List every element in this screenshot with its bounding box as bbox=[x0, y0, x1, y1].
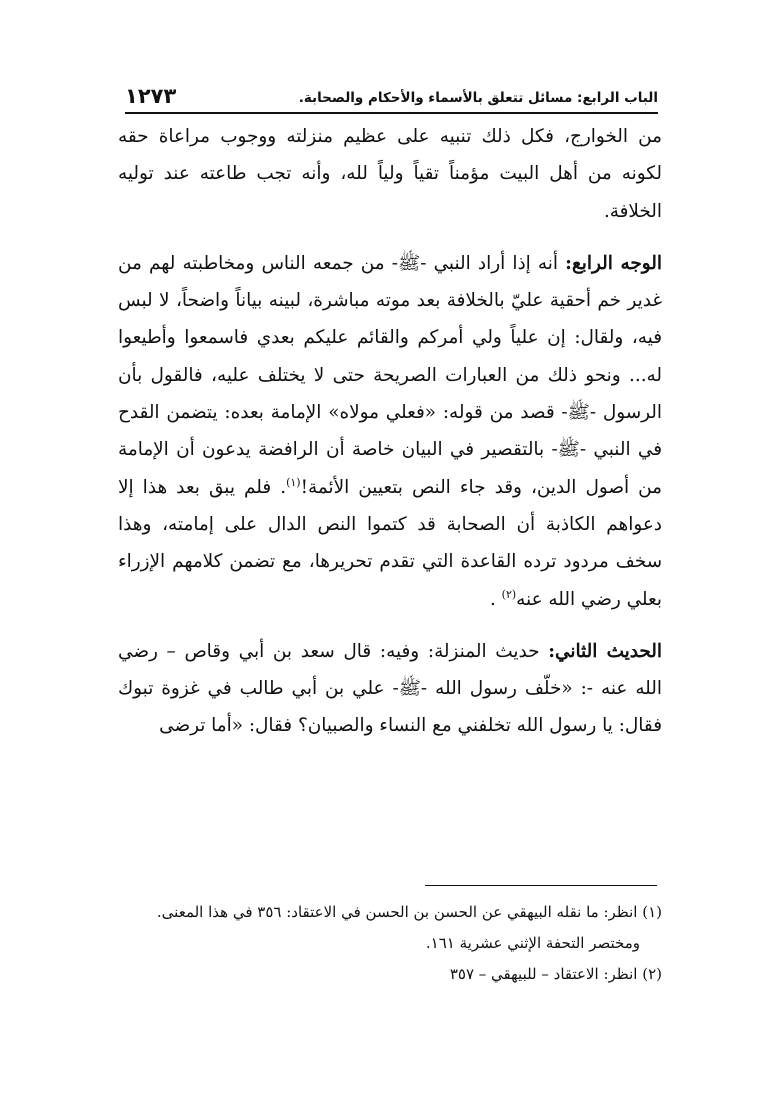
page-number: ١٢٧٣ bbox=[125, 84, 177, 108]
footnote-2: (٢) انظر: الاعتقاد – للبيهقي – ٣٥٧ bbox=[449, 965, 662, 983]
footnote-divider bbox=[425, 885, 657, 886]
footnote-1-continued: ومختصر التحفة الإثني عشرية ١٦١. bbox=[425, 934, 640, 952]
footnote-ref-2: (٢) bbox=[501, 587, 517, 601]
footnote-1: (١) انظر: ما نقله البيهقي عن الحسن بن الحسن في الاعتقاد: ٣٥٦ في هذا المعنى. bbox=[156, 903, 662, 921]
footnotes bbox=[108, 897, 662, 990]
paragraph-1: من الخوارج، فكل ذلك تنبيه على عظيم منزلته ووجوب مراعاة حقه لكونه من أهل البيت مؤمناً تقياً ولياً لله، وأنه تجب طاعته عند توليه الخلافة. bbox=[118, 126, 662, 222]
paragraph-text: حديث المنزلة: وفيه: قال سعد بن أبي وقاص – رضي الله عنه -: «خلّف رسول الله -ﷺ- علي بن أبي طالب في غزوة تبوك فقال: يا رسول الله تخلفني مع النساء والصبيان؟ فقال: «أما ترضى bbox=[118, 640, 662, 737]
main-text bbox=[118, 118, 662, 745]
paragraph-text: أنه إذا أراد النبي -ﷺ- من جمعه الناس ومخاطبته لهم من غدير خم أحقية عليّ بالخلافة بعد موته مباشرة، لبينه بياناً واضحاً، لا لبس فيه، ولقال: إن علياً ولي أمركم والقائم عليكم بعدي فاسمعوا وأطيعوا له... ونحو ذلك من العبارات الصريحة حتى لا يختلف عليه، فالقول بأن الرسول -ﷺ- قصد من قوله: «فعلي مولاه» الإمامة بعده: يتضمن القدح في النبي -ﷺ- بالتقصير في البيان خاصة أن الرافضة يدعون أن الإمامة من أصول الدين، وقد جاء النص بتعيين الأئمة! bbox=[118, 252, 662, 498]
running-title: الباب الرابع: مسائل تتعلق بالأسماء والأحكام والصحابة. bbox=[298, 90, 658, 106]
paragraph-fourth-aspect bbox=[118, 245, 662, 618]
paragraph-end: . bbox=[489, 588, 502, 610]
paragraph-heading: الوجه الرابع: bbox=[565, 252, 662, 274]
page-header bbox=[125, 84, 658, 114]
paragraph-text-continued: . فلم يبق بعد هذا إلا دعواهم الكاذبة أن الصحابة قد كتموا النص الدال على إمامته، وهذا سخف مردود ترده القاعدة التي تقدم تحريرها، مع تضمن كلامهم الإزراء بعلي رضي الله عنه bbox=[118, 476, 662, 610]
paragraph-heading: الحديث الثاني: bbox=[548, 640, 662, 662]
paragraph-second-hadith bbox=[118, 633, 662, 745]
footnote-ref-1: (١) bbox=[286, 475, 301, 489]
